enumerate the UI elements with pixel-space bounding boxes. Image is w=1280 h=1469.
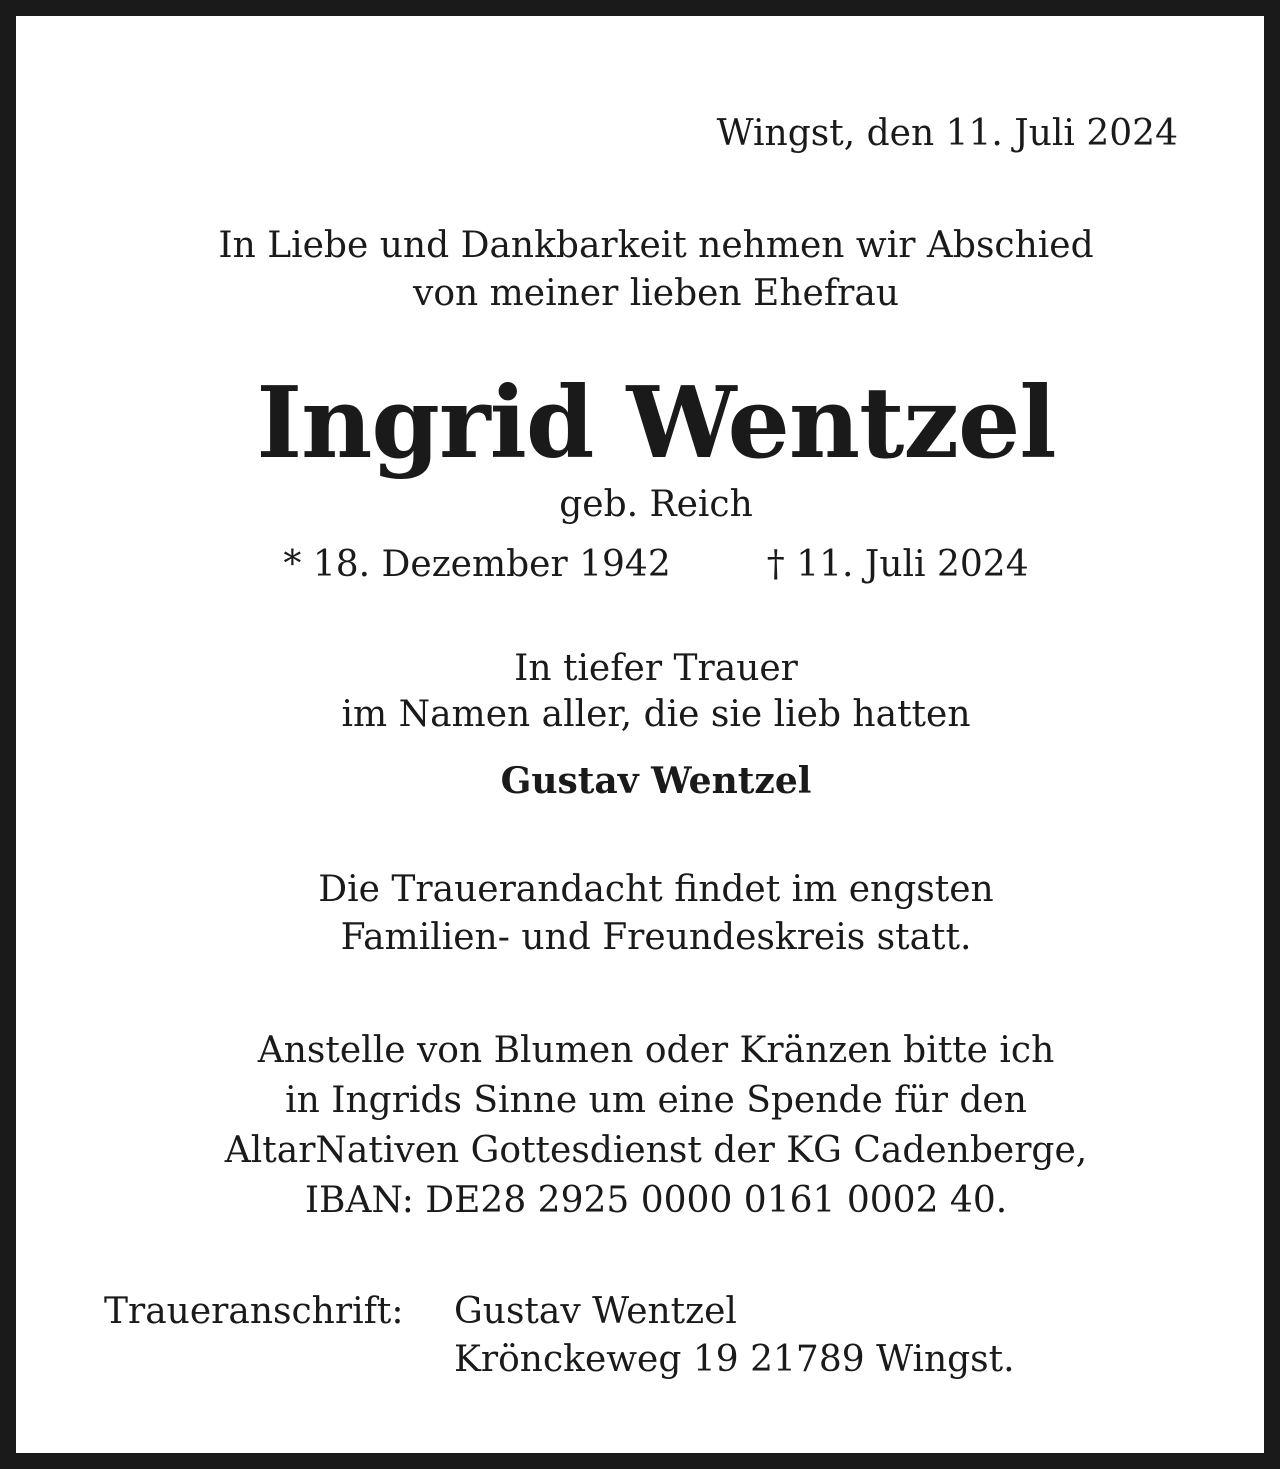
life-dates [16, 542, 1280, 588]
mourning-address [104, 1288, 1015, 1384]
maiden-name: geb. Reich [559, 484, 753, 525]
signer-name: Gustav Wentzel [500, 760, 812, 802]
donation-iban: IBAN: DE28 2925 0000 0161 0002 40. [304, 1180, 1008, 1221]
intro-line: In Liebe und Dankbarkeit nehmen wir Abschied [218, 225, 1094, 266]
service-text [16, 866, 1280, 962]
donation-line: in Ingrids Sinne um eine Spende für den [285, 1080, 1027, 1121]
death-date: † 11. Juli 2024 [766, 544, 1029, 585]
intro-line: von meiner lieben Ehefrau [413, 273, 899, 314]
mourning-text [16, 646, 1280, 738]
donation-text [16, 1026, 1280, 1226]
service-line: Familien- und Freundeskreis statt. [340, 917, 972, 958]
address-name: Gustav Wentzel [454, 1291, 737, 1332]
address-street-city: Krönckeweg 19 21789 Wingst. [454, 1339, 1015, 1380]
intro-text [16, 222, 1280, 318]
place-date: Wingst, den 11. Juli 2024 [716, 113, 1178, 154]
deceased-name: Ingrid Wentzel [256, 366, 1056, 481]
service-line: Die Trauerandacht findet im engsten [318, 869, 994, 910]
address-lines [454, 1288, 1015, 1384]
donation-line: AltarNativen Gottesdienst der KG Cadenberge, [224, 1130, 1088, 1171]
address-label: Traueranschrift: [104, 1291, 404, 1332]
donation-line: Anstelle von Blumen oder Kränzen bitte ich [257, 1030, 1055, 1071]
mourning-line: im Namen aller, die sie lieb hatten [341, 694, 971, 735]
birth-date: * 18. Dezember 1942 [283, 544, 671, 585]
mourning-line: In tiefer Trauer [514, 648, 798, 689]
